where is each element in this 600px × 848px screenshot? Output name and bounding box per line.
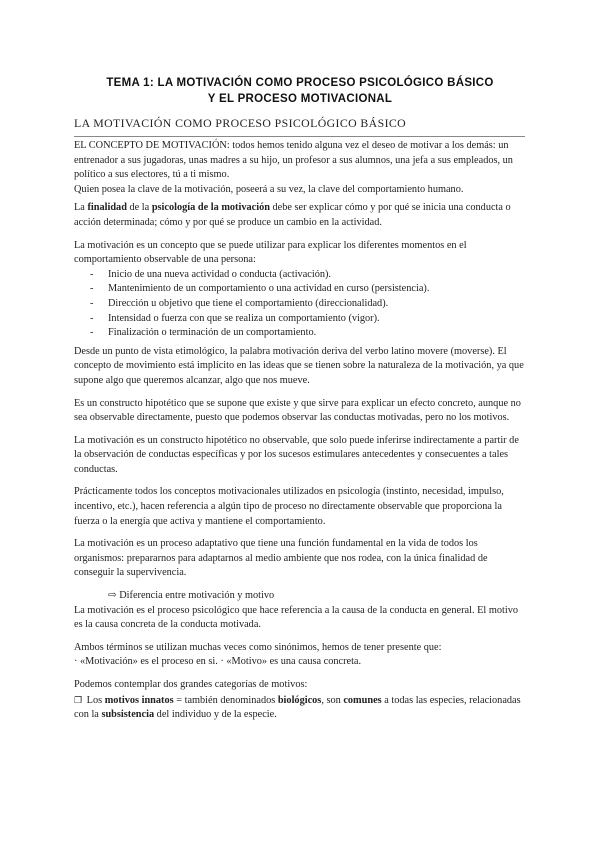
categorias-innatos — [74, 693, 526, 723]
diferencia-heading — [74, 589, 526, 604]
title-line-2: Y EL PROCESO MOTIVACIONAL — [207, 93, 393, 105]
intro-paragraph — [74, 139, 526, 183]
list-item: - Inicio de una nueva actividad o conducta (activación). — [90, 268, 526, 283]
etimologia-paragraph: Desde un punto de vista etimológico, la palabra motivación deriva del verbo latino movere (moverse). El concepto de movimiento está implícito en las ideas que se tienen sobre la naturaleza de la motivación, ya que supone algo que queremos alcanzar, algo que nos mueve. — [74, 345, 524, 386]
intro-text: : todos hemos tenido alguna vez el deseo de motivar a los demás: un entrenador a sus jugadoras, unas madres a su hijo, un profesor a sus alumnos, una jefa a sus empleados, un político a sus electores, tú a ti mismo. — [74, 140, 513, 181]
checkbox-square-icon: ❐ — [74, 694, 83, 705]
intro-lead: EL CONCEPTO DE MOTIVACIÓN — [74, 140, 227, 151]
constructo-paragraph: Es un constructo hipotético que se supone que existe y que sirve para explicar un efecto concreto, aunque no sea observable directamente, puesto que podemos observar las conductas motivadas, pero no los motivos. — [74, 397, 521, 424]
list-item: - Intensidad o fuerza con que se realiza un comportamiento (vigor). — [90, 312, 526, 327]
diferencia-heading-text: Diferencia entre motivación y motivo — [119, 590, 275, 602]
categorias-bold-1: motivos innatos — [104, 694, 174, 706]
categorias-text-2: = también denominados — [173, 694, 278, 706]
diferencia-paragraph: La motivación es el proceso psicológico que hace referencia a la causa de la conducta en general. El motivo es la causa concreta de la conducta motivada. — [74, 604, 518, 631]
list-item: - Mantenimiento de un comportamiento o una actividad en curso (persistencia). — [90, 282, 526, 297]
finalidad-bold-2: psicología de la motivación — [151, 202, 270, 214]
inferir-paragraph: La motivación es un constructo hipotético no observable, que solo puede inferirse indirectamente a partir de la observación de conductas específicas y por los sucesos estimulares antecedentes y consecuentes a tales conductas. — [74, 434, 519, 475]
categorias-text-1: Los — [84, 694, 105, 706]
title-line-1: TEMA 1: LA MOTIVACIÓN COMO PROCESO PSICOLÓGICO BÁSICO — [106, 77, 494, 89]
section-divider — [74, 136, 525, 137]
categorias-text-4: a todas las especies, relacionadas con la — [74, 694, 521, 721]
finalidad-text-1: La — [74, 202, 88, 214]
intro-key-sentence: Quien posea la clave de la motivación, poseerá a su vez, la clave del comportamiento humano. — [74, 183, 464, 195]
sinonimos-line-1: Ambos términos se utilizan muchas veces como sinónimos, hemos de tener presente que: — [74, 641, 442, 653]
adaptativo-paragraph: La motivación es un proceso adaptativo que tiene una función fundamental en la vida de todos los organismos: prepararnos para adaptarnos al medio ambiente que nos rodea, con la única finalidad de conseguir la supervivencia. — [74, 538, 488, 579]
finalidad-text-3: debe ser explicar cómo y por qué se inicia una conducta o acción determinada; cómo y por qué se produce un cambio en la actividad. — [74, 202, 511, 228]
categorias-text-5: del individuo y de la especie. — [154, 709, 277, 721]
finalidad-text-2: de la — [126, 202, 152, 214]
arrow-right-icon: ⇨ — [108, 590, 117, 602]
categorias-bold-4: subsistencia — [101, 709, 155, 721]
categorias-text-3: , son — [321, 694, 344, 706]
finalidad-bold-1: finalidad — [87, 202, 127, 214]
momentos-list — [74, 268, 526, 341]
section-heading: LA MOTIVACIÓN COMO PROCESO PSICOLÓGICO BÁSICO — [74, 116, 407, 130]
categorias-bold-3: comunes — [343, 694, 382, 706]
document-title — [0, 75, 600, 107]
finalidad-paragraph — [74, 201, 526, 230]
list-item: - Dirección u objetivo que tiene el comportamiento (direccionalidad). — [90, 297, 526, 312]
categorias-intro: Podemos contemplar dos grandes categorías de motivos: — [74, 679, 308, 690]
concepto-paragraph: La motivación es un concepto que se puede utilizar para explicar los diferentes momentos en el comportamiento observable de una persona: — [74, 239, 467, 266]
categorias-bold-2: biológicos — [277, 694, 322, 706]
conceptos-paragraph: Prácticamente todos los conceptos motivacionales utilizados en psicología (instinto, necesidad, impulso, incentivo, etc.), hacen referencia a algún tipo de proceso no directamente observable que proporciona la fuerza o la energía que activa y mantiene el comportamiento. — [74, 486, 504, 527]
sinonimos-line-2: · «Motivación» es el proceso en si. · «Motivo» es una causa concreta. — [74, 656, 362, 668]
list-item: - Finalización o terminación de un comportamiento. — [90, 326, 526, 341]
document-body — [74, 139, 526, 723]
